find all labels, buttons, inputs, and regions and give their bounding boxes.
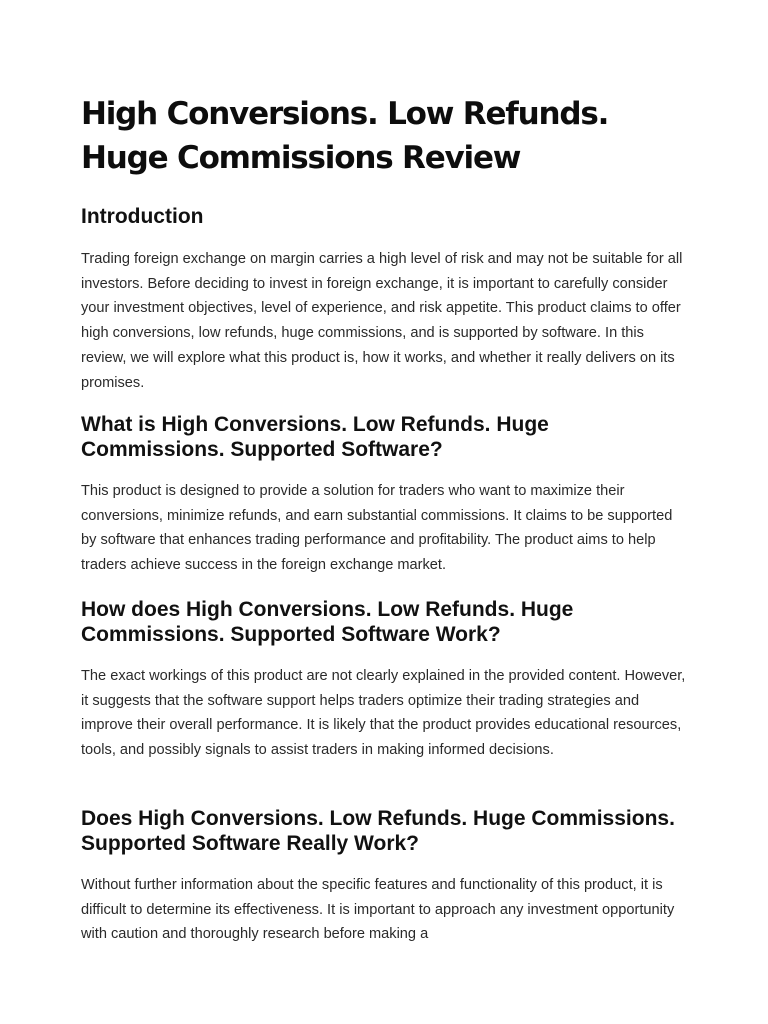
section-does-it-work xyxy=(81,806,691,947)
introduction-section xyxy=(81,247,691,395)
section-heading: How does High Conversions. Low Refunds. Huge Commissions. Supported Software Work? xyxy=(81,598,574,646)
section-paragraph: Without further information about the specific features and functionality of this product, it is difficult to determine its effectiveness. It is important to approach any investment opportunity with caution and thoroughly research before making a xyxy=(81,877,675,943)
section-heading: What is High Conversions. Low Refunds. Huge Commissions. Supported Software? xyxy=(81,413,549,461)
article xyxy=(81,92,691,943)
introduction-paragraph: Trading foreign exchange on margin carries a high level of risk and may not be suitable for all investors. Before deciding to invest in foreign exchange, it is important to carefully consider your investment objectives, level of experience, and risk appetite. This product claims to offer high conversions, low refunds, huge commissions, and is supported by software. In this review, we will explore what this product is, how it works, and whether it really delivers on its promises. xyxy=(81,251,683,391)
article-title: High Conversions. Low Refunds. Huge Commissions Review xyxy=(81,96,609,176)
section-paragraph: This product is designed to provide a solution for traders who want to maximize their conversions, minimize refunds, and earn substantial commissions. It claims to be supported by software that enhances trading performance and profitability. The product aims to help traders achieve success in the foreign exchange market. xyxy=(81,483,673,574)
section-heading: Does High Conversions. Low Refunds. Huge Commissions. Supported Software Really Work? xyxy=(81,807,675,855)
section-how-does xyxy=(81,597,691,763)
section-what-is xyxy=(81,412,691,578)
introduction-heading: Introduction xyxy=(81,205,204,228)
section-paragraph: The exact workings of this product are not clearly explained in the provided content. However, it suggests that the software support helps traders optimize their trading strategies and improve their overall performance. It is likely that the product provides educational resources, tools, and possibly signals to assist traders in making informed decisions. xyxy=(81,668,686,759)
